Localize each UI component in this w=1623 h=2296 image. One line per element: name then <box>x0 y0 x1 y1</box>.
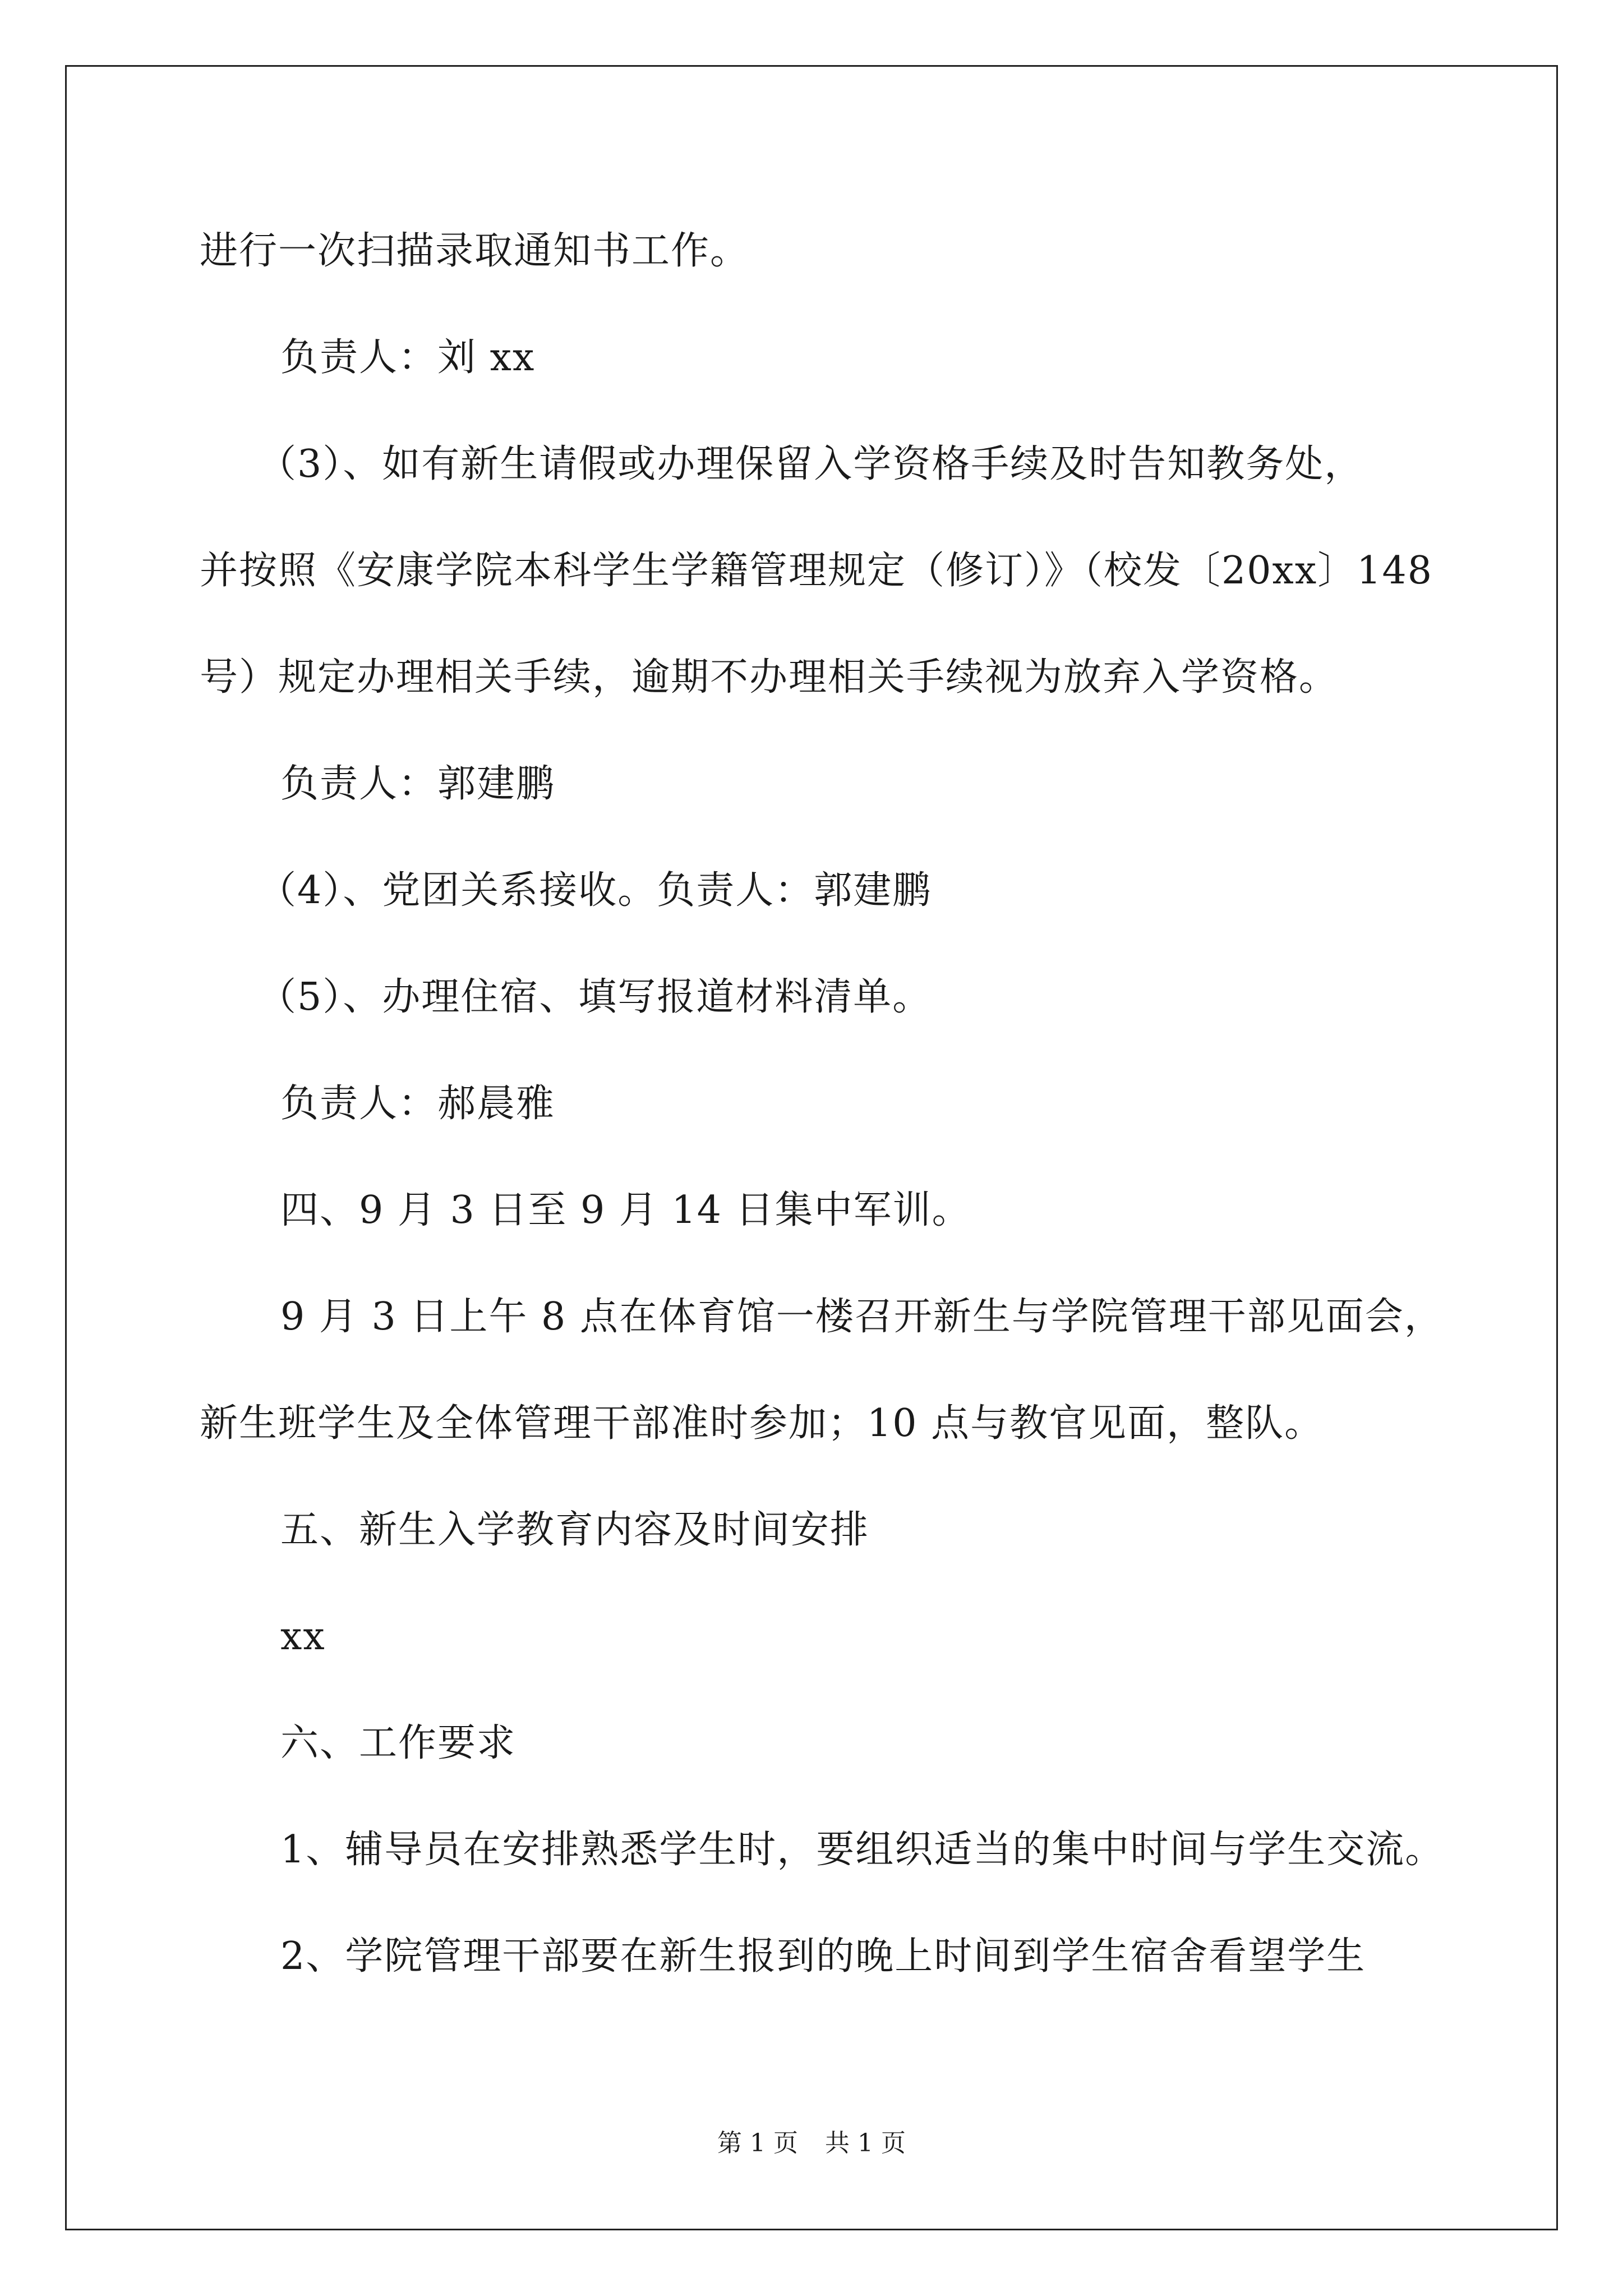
text-line: xx <box>280 1614 326 1659</box>
page-footer <box>0 2128 1623 2159</box>
text-line: 进行一次扫描录取通知书工作。 <box>200 229 750 273</box>
text-line: （3）、如有新生请假或办理保留入学资格手续及时告知教务处， <box>258 442 1364 486</box>
text-line: 9 月 3 日上午 8 点在体育馆一楼召开新生与学院管理干部见面会， <box>280 1295 1444 1339</box>
text-line: （4）、党团关系接收。负责人：郭建鹏 <box>258 868 932 913</box>
text-line: 2、学院管理干部要在新生报到的晚上时间到学生宿舍看望学生 <box>280 1934 1366 1978</box>
page-number-current: 第 1 页 <box>717 2129 798 2157</box>
section-heading: 五、新生入学教育内容及时间安排 <box>280 1508 870 1552</box>
text-line: 1、辅导员在安排熟悉学生时，要组织适当的集中时间与学生交流。 <box>280 1828 1445 1872</box>
text-line: （5）、办理住宿、填写报道材料清单。 <box>258 975 932 1019</box>
text-line: 并按照《安康学院本科学生学籍管理规定（修订）》（校发〔20xx〕148 <box>200 549 1433 593</box>
text-line: 负责人：郭建鹏 <box>280 762 556 806</box>
text-line: 号）规定办理相关手续，逾期不办理相关手续视为放弃入学资格。 <box>200 655 1339 700</box>
text-line: 负责人：郝晨雅 <box>280 1082 556 1126</box>
section-heading: 四、9 月 3 日至 9 月 14 日集中军训。 <box>280 1188 971 1232</box>
text-line: 新生班学生及全体管理干部准时参加；10 点与教官见面，整队。 <box>200 1401 1324 1446</box>
page-frame <box>65 65 1558 2230</box>
text-line: 负责人：刘 xx <box>280 335 536 380</box>
section-heading: 六、工作要求 <box>280 1721 517 1765</box>
page-number-total: 共 1 页 <box>825 2129 906 2157</box>
